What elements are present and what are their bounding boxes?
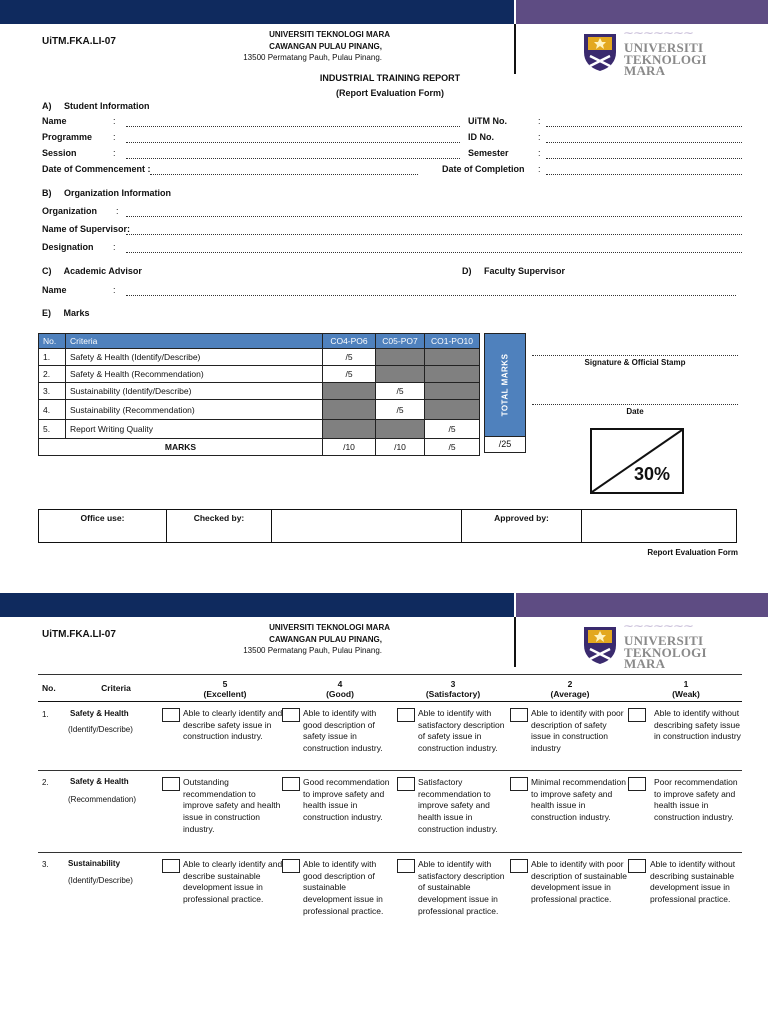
mark-cell[interactable]: /5	[323, 349, 376, 366]
logo-wordmark-2: TEKNOLOGI	[624, 52, 707, 67]
level-description: Able to identify without describing sustainable development issue in professional practice.	[650, 859, 736, 905]
uitm-crest-logo-p2	[580, 623, 620, 665]
field-name[interactable]	[126, 126, 460, 127]
rubric-top-rule	[38, 674, 742, 675]
form-code: UiTM.FKA.LI-07	[42, 36, 116, 47]
level-description: Outstanding recommendation to improve safety and health issue in construction industry.	[183, 777, 281, 834]
rubric-row-no: 1.	[42, 710, 49, 719]
logo-wordmark-1: UNIVERSITI	[624, 40, 704, 55]
logo-jawi-script: ⁓⁓⁓⁓⁓⁓⁓	[624, 28, 694, 38]
mark-cell-disabled	[376, 349, 425, 366]
checked-by-field[interactable]	[272, 510, 462, 542]
grand-total: /25	[484, 436, 526, 453]
rubric-row-sub: (Recommendation)	[68, 795, 137, 804]
rubric-header-no: No.	[42, 683, 56, 693]
date-line[interactable]	[532, 404, 738, 405]
logo-wordmark-3: MARA	[624, 63, 666, 78]
approved-by-label: Approved by:	[462, 510, 582, 542]
field-advisor-name[interactable]	[126, 295, 736, 296]
score-checkbox[interactable]	[510, 859, 528, 873]
header-band-navy-p2	[0, 593, 514, 617]
logo-wordmark-3-p2: MARA	[624, 656, 666, 671]
score-checkbox[interactable]	[282, 708, 300, 722]
section-a-heading: A) Student Information	[42, 101, 150, 111]
total-label: MARKS	[39, 439, 323, 456]
level-description: Poor recommendation to improve safety and health issue in construction industry.	[654, 777, 738, 823]
label-id-no: ID No.	[468, 132, 494, 142]
field-designation[interactable]	[126, 252, 742, 253]
field-session[interactable]	[126, 158, 460, 159]
section-b-heading: B) Organization Information	[42, 188, 171, 198]
rubric-row-title: Safety & Health	[70, 777, 129, 786]
level-score: 1	[683, 679, 689, 689]
marks-table-header	[39, 334, 480, 349]
table-row	[39, 400, 480, 420]
level-description: Able to clearly identify and describe safety issue in construction industry.	[183, 708, 283, 742]
score-checkbox[interactable]	[510, 777, 528, 791]
mark-cell-disabled	[425, 400, 480, 420]
rubric-header-rule	[38, 701, 742, 702]
level-description: Able to identify with poor description of safety issue in construction industry	[531, 708, 624, 754]
mark-cell-disabled	[323, 383, 376, 400]
university-name-p2: UNIVERSITI TEKNOLOGI MARA	[269, 623, 390, 632]
total-c05: /10	[376, 439, 425, 456]
date-label: Date	[626, 407, 644, 416]
mark-cell-disabled	[425, 383, 480, 400]
field-semester[interactable]	[546, 158, 742, 159]
header-criteria: Criteria	[66, 334, 323, 349]
logo-wordmark-2-p2: TEKNOLOGI	[624, 645, 707, 660]
footer-label: Report Evaluation Form	[647, 548, 738, 557]
report-title: INDUSTRIAL TRAINING REPORT	[319, 73, 461, 83]
level-2-header	[540, 679, 600, 699]
mark-cell[interactable]: /5	[376, 400, 425, 420]
mark-cell-disabled	[425, 349, 480, 366]
label-session: Session	[42, 148, 77, 158]
header-c05-po7: C05-PO7	[376, 334, 425, 349]
total-marks-column	[484, 333, 526, 437]
label-organization: Organization	[42, 206, 98, 216]
header-co1-po10: CO1-PO10	[425, 334, 480, 349]
level-description: Able to identify with good description of safety issue in construction industry.	[303, 708, 383, 754]
approved-by-field[interactable]	[582, 510, 736, 542]
level-5-header	[195, 679, 255, 699]
header-band-purple-p2	[516, 593, 768, 617]
marks-table	[38, 333, 480, 456]
row-no: 3.	[39, 383, 66, 400]
level-description: Able to identify with satisfactory description of safety issue in construction industry.	[418, 708, 505, 754]
row-no: 1.	[39, 349, 66, 366]
score-checkbox[interactable]	[162, 708, 180, 722]
score-checkbox[interactable]	[397, 859, 415, 873]
score-checkbox[interactable]	[397, 777, 415, 791]
label-uitm-no: UiTM No.	[468, 116, 507, 126]
total-co1: /5	[425, 439, 480, 456]
header-no: No.	[39, 334, 66, 349]
level-1-header	[656, 679, 716, 699]
mark-cell-disabled	[323, 400, 376, 420]
header-divider-p2	[514, 617, 516, 667]
level-label: (Good)	[326, 689, 354, 699]
label-commencement: Date of Commencement :	[42, 164, 151, 174]
level-label: (Satisfactory)	[425, 689, 481, 699]
section-c-heading: C) Academic Advisor	[42, 266, 142, 276]
row-no: 2.	[39, 366, 66, 383]
level-4-header	[310, 679, 370, 699]
campus-address: 13500 Permatang Pauh, Pulau Pinang.	[243, 53, 382, 62]
level-description: Able to identify without describing safety issue in construction industry	[654, 708, 741, 742]
campus-name-p2: CAWANGAN PULAU PINANG,	[269, 635, 382, 644]
row-no: 4.	[39, 400, 66, 420]
label-designation: Designation	[42, 242, 94, 252]
score-checkbox[interactable]	[628, 708, 646, 722]
total-co4: /10	[323, 439, 376, 456]
field-completion[interactable]	[546, 174, 742, 175]
rubric-row-no: 2.	[42, 778, 49, 787]
field-commencement[interactable]	[150, 174, 418, 175]
field-programme[interactable]	[126, 142, 460, 143]
level-label: (Average)	[550, 689, 590, 699]
mark-cell[interactable]: /5	[323, 366, 376, 383]
uitm-crest-logo	[580, 30, 620, 72]
level-description: Able to identify with poor description of sustainable development issue in professional practice.	[531, 859, 627, 905]
field-id-no[interactable]	[546, 142, 742, 143]
row-no: 5.	[39, 420, 66, 439]
mark-cell-disabled	[425, 366, 480, 383]
score-checkbox[interactable]	[397, 708, 415, 722]
label-supervisor: Name of Supervisor:	[42, 224, 131, 234]
signature-label: Signature & Official Stamp	[584, 358, 686, 367]
level-score: 4	[337, 679, 343, 689]
mark-cell-disabled	[376, 420, 425, 439]
level-description: Satisfactory recommendation to improve safety and health issue in construction industry.	[418, 777, 498, 834]
level-description: Good recommendation to improve safety and health issue in construction industry.	[303, 777, 390, 823]
rubric-row-sub: (Identify/Describe)	[68, 725, 133, 734]
logo-wordmark-1-p2: UNIVERSITI	[624, 633, 704, 648]
score-checkbox[interactable]	[162, 859, 180, 873]
label-completion: Date of Completion	[442, 164, 525, 174]
table-row	[39, 383, 480, 400]
rubric-row-sub: (Identify/Describe)	[68, 876, 133, 885]
total-marks-label: TOTAL MARKS	[500, 353, 510, 417]
level-description: Able to identify with satisfactory description of sustainable development issue in professional practice.	[418, 859, 505, 916]
rubric-row-rule	[38, 770, 742, 771]
weight-value: 30%	[634, 464, 671, 484]
score-checkbox[interactable]	[628, 777, 646, 791]
header-co4-po6: CO4-PO6	[323, 334, 376, 349]
rubric-row-title: Safety & Health	[70, 709, 129, 718]
field-supervisor[interactable]	[126, 234, 742, 235]
signature-line[interactable]	[532, 355, 738, 356]
field-uitm-no[interactable]	[546, 126, 742, 127]
mark-cell[interactable]: /5	[425, 420, 480, 439]
level-description: Able to identify with good description of sustainable development issue in professional practice.	[303, 859, 384, 916]
field-organization[interactable]	[126, 216, 742, 217]
header-divider	[514, 24, 516, 74]
row-criteria: Safety & Health (Recommendation)	[66, 366, 323, 383]
header-band-navy	[0, 0, 514, 24]
level-label: (Excellent)	[203, 689, 247, 699]
rubric-row-no: 3.	[42, 860, 49, 869]
report-subtitle: (Report Evaluation Form)	[335, 88, 444, 98]
level-description: Minimal recommendation to improve safety and health issue in construction industry.	[531, 777, 626, 823]
level-label: (Weak)	[672, 689, 700, 699]
level-description: Able to clearly identify and describe sustainable development issue in professional practice.	[183, 859, 283, 905]
label-programme: Programme	[42, 132, 93, 142]
score-checkbox[interactable]	[282, 859, 300, 873]
marks-total-row	[39, 439, 480, 456]
row-criteria: Safety & Health (Identify/Describe)	[66, 349, 323, 366]
campus-name: CAWANGAN PULAU PINANG,	[269, 42, 382, 51]
office-use-label: Office use:	[39, 510, 167, 542]
row-criteria: Sustainability (Identify/Describe)	[66, 383, 323, 400]
mark-cell[interactable]: /5	[376, 383, 425, 400]
campus-address-p2: 13500 Permatang Pauh, Pulau Pinang.	[243, 646, 382, 655]
mark-cell-disabled	[376, 366, 425, 383]
row-criteria: Report Writing Quality	[66, 420, 323, 439]
table-row	[39, 366, 480, 383]
level-score: 2	[567, 679, 573, 689]
form-code-p2: UiTM.FKA.LI-07	[42, 629, 116, 640]
university-name: UNIVERSITI TEKNOLOGI MARA	[269, 30, 390, 39]
score-checkbox[interactable]	[282, 777, 300, 791]
table-row	[39, 420, 480, 439]
label-name: Name	[42, 116, 67, 126]
header-band-purple	[516, 0, 768, 24]
row-criteria: Sustainability (Recommendation)	[66, 400, 323, 420]
score-checkbox[interactable]	[162, 777, 180, 791]
score-checkbox[interactable]	[628, 859, 646, 873]
level-3-header	[418, 679, 488, 699]
label-advisor-name: Name	[42, 285, 67, 295]
section-d-heading: D) Faculty Supervisor	[462, 266, 566, 276]
checked-by-label: Checked by:	[167, 510, 272, 542]
label-semester: Semester	[468, 148, 509, 158]
logo-jawi-script-p2: ⁓⁓⁓⁓⁓⁓⁓	[624, 621, 694, 631]
rubric-row-rule	[38, 852, 742, 853]
section-e-heading: E) Marks	[42, 308, 90, 318]
rubric-row-title: Sustainability	[68, 859, 121, 868]
level-score: 3	[450, 679, 456, 689]
office-use-table	[38, 509, 737, 543]
table-row	[39, 349, 480, 366]
mark-cell-disabled	[323, 420, 376, 439]
rubric-header-criteria: Criteria	[101, 683, 131, 693]
level-score: 5	[222, 679, 228, 689]
score-checkbox[interactable]	[510, 708, 528, 722]
weight-box	[590, 428, 684, 494]
